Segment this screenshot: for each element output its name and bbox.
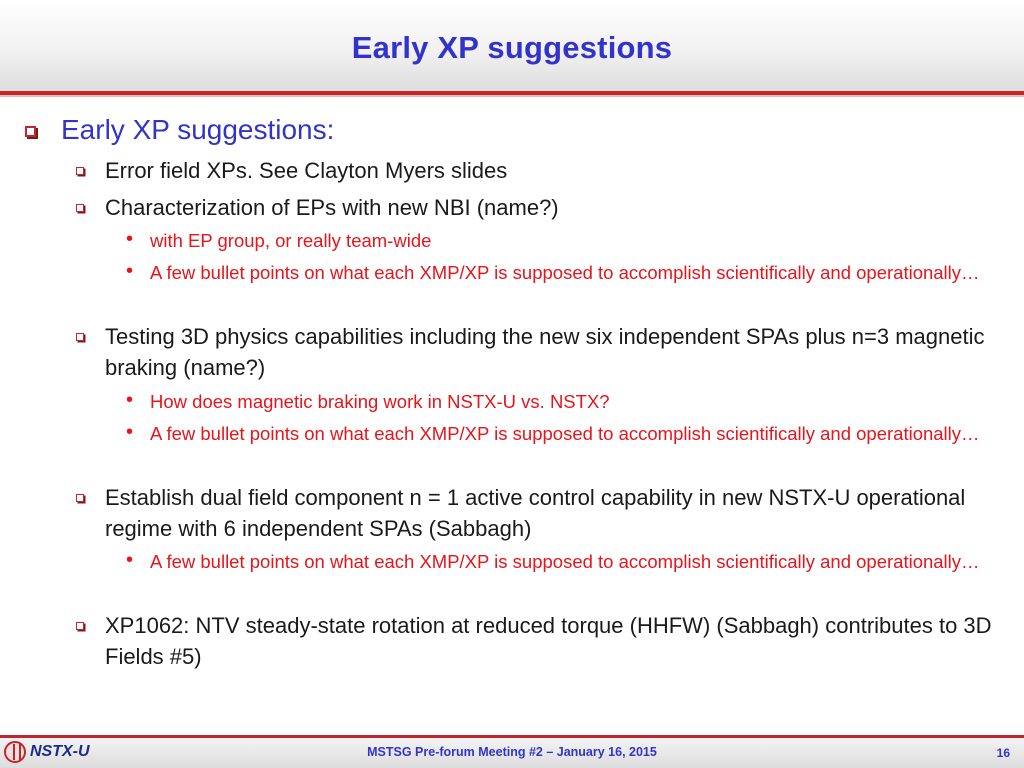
square-bullet-icon [76,167,84,175]
header-divider-shadow [0,95,1024,97]
list-item: Error field XPs. See Clayton Myers slides [105,158,508,183]
section-heading: Early XP suggestions: [61,114,335,145]
logo-text: NSTX-U [30,743,90,760]
list-item: Establish dual field component n = 1 active control capability in new NSTX-U operational regime with 6 independent SPAs (Sabbagh) [105,485,966,541]
sub-list-item: A few bullet points on what each XMP/XP is supposed to accomplish scientifically and operationally… [150,262,980,283]
square-bullet-icon [76,204,84,212]
bullet-dot-icon: • [126,421,134,443]
slide-title: Early XP suggestions [351,30,673,65]
list-item: XP1062: NTV steady-state rotation at reduced torque (HHFW) (Sabbagh) contributes to 3D Fields #5) [105,613,992,669]
square-bullet-icon [25,126,36,137]
list-item: Characterization of EPs with new NBI (name?) [105,195,559,220]
square-bullet-icon [76,622,84,630]
square-bullet-icon [76,333,84,341]
square-bullet-icon [76,494,84,502]
meeting-label: MSTSG Pre-forum Meeting #2 – January 16, 2015 [367,745,657,759]
bullet-dot-icon: • [126,549,134,571]
bullet-dot-icon: • [126,228,134,250]
bullet-dot-icon: • [126,260,134,282]
list-item: Testing 3D physics capabilities including the new six independent SPAs plus n=3 magnetic braking (name?) [105,324,985,380]
page-number: 16 [996,746,1010,760]
sub-list-item: with EP group, or really team-wide [150,230,432,251]
sub-list-item: A few bullet points on what each XMP/XP is supposed to accomplish scientifically and operationally… [150,551,980,572]
sub-list-item: How does magnetic braking work in NSTX-U vs. NSTX? [150,391,610,412]
bullet-dot-icon: • [126,389,134,411]
sub-list-item: A few bullet points on what each XMP/XP is supposed to accomplish scientifically and operationally… [150,423,980,444]
